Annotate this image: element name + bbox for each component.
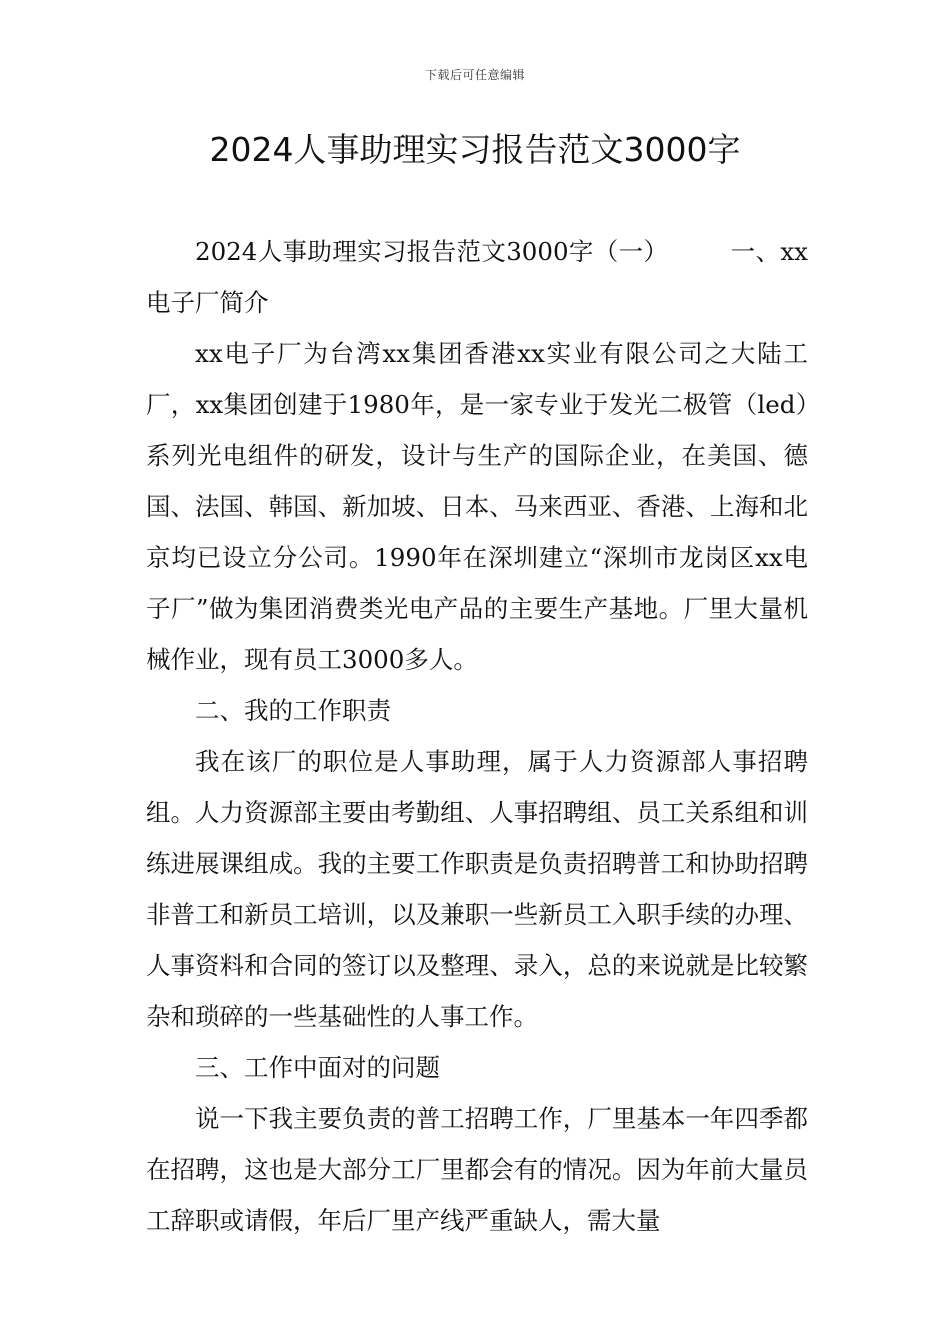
paragraph-company-intro: xx电子厂为台湾xx集团香港xx实业有限公司之大陆工厂，xx集团创建于1980年，是一家专业于发光二极管（led）系列光电组件的研发，设计与生产的国际企业，在美国、德国、法国、韩国、新加坡、日本、马来西亚、香港、上海和北京均已设立分公司。1990年在深圳建立“深圳市龙岗区xx电子厂”做为集团消费类光电产品的主要生产基地。厂里大量机械作业，现有员工3000多人。 (146, 339, 808, 674)
intro-subtitle: 2024人事助理实习报告范文3000字（一） (195, 237, 669, 266)
document-title: 2024人事助理实习报告范文3000字 (209, 130, 741, 169)
paragraph-job-duties: 我在该厂的职位是人事助理，属于人力资源部人事招聘组。人力资源部主要由考勤组、人事招聘组、员工关系组和训练进展课组成。我的主要工作职责是负责招聘普工和协助招聘非普工和新员工培训，以及兼职一些新员工入职手续的办理、人事资料和合同的签订以及整理、录入，总的来说就是比较繁杂和琐碎的一些基础性的人事工作。 (146, 747, 808, 1031)
intro-paragraph (146, 226, 808, 328)
section-heading-3: 三、工作中面对的问题 (195, 1053, 440, 1082)
document-body (146, 226, 808, 1246)
section-heading-2: 二、我的工作职责 (195, 696, 391, 725)
header-note: 下载后可任意编辑 (424, 68, 525, 82)
paragraph-problems: 说一下我主要负责的普工招聘工作，厂里基本一年四季都在招聘，这也是大部分工厂里都会有的情况。因为年前大量员工辞职或请假，年后厂里产线严重缺人，需大量 (146, 1104, 808, 1235)
section-heading-1: 一、xx电子厂简介 (146, 237, 808, 317)
